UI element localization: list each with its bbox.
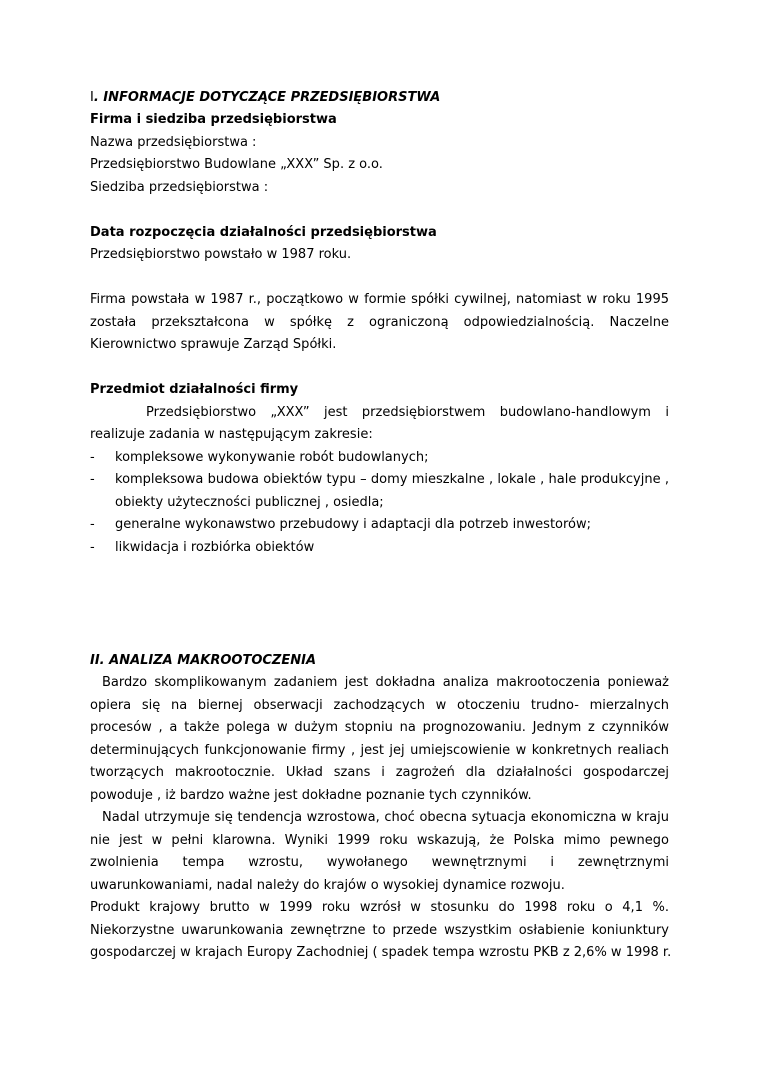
paragraph-3-line-1: Produkt krajowy brutto w 1999 roku wzrósł w stosunku do 1998 roku o 4,1 %.: [90, 900, 669, 915]
section-2-heading: II. ANALIZA MAKROOTOCZENIA: [90, 653, 317, 668]
paragraph-2-line-1: Nadal utrzymuje się tendencja wzrostowa, choć obecna sytuacja ekonomiczna w kraju: [102, 810, 669, 825]
history-line-3: Kierownictwo sprawuje Zarząd Spółki.: [90, 337, 337, 352]
activity-intro-line-1: Przedsiębiorstwo „XXX” jest przedsiębiorstwem budowlano-handlowym i: [146, 405, 669, 420]
start-text: Przedsiębiorstwo powstało w 1987 roku.: [90, 247, 352, 262]
bullet-dash: -: [90, 472, 95, 487]
section-1-heading-number: I: [90, 90, 94, 105]
activity-intro-line-2: realizuje zadania w następującym zakresie:: [90, 427, 373, 442]
name-label: Nazwa przedsiębiorstwa :: [90, 135, 257, 150]
seat-label: Siedziba przedsiębiorstwa :: [90, 180, 269, 195]
bullet-item-4: likwidacja i rozbiórka obiektów: [115, 540, 315, 555]
bullet-dash: -: [90, 540, 95, 555]
paragraph-3-line-3: gospodarczej w krajach Europy Zachodniej ( spadek tempa wzrostu PKB z 2,6% w 1998 r.: [90, 945, 672, 960]
paragraph-1-line-4: determinujących funkcjonowanie firmy , jest jej umiejscowienie w konkretnych realiach: [90, 743, 669, 758]
paragraph-1-line-6: powoduje , iż bardzo ważne jest dokładne poznanie tych czynników.: [90, 788, 532, 803]
section-1-heading-text: . INFORMACJE DOTYCZĄCE PRZEDSIĘBIORSTWA: [93, 90, 441, 105]
name-value: Przedsiębiorstwo Budowlane „XXX” Sp. z o.o.: [90, 157, 383, 172]
bullet-dash: -: [90, 450, 95, 465]
paragraph-1-line-3: procesów , a także polega w dużym stopniu na prognozowaniu. Jednym z czynników: [90, 720, 669, 735]
section-1-heading: [90, 89, 440, 106]
bullet-item-3: generalne wykonawstwo przebudowy i adaptacji dla potrzeb inwestorów;: [115, 517, 592, 532]
paragraph-2-line-2: nie jest w pełni klarowna. Wyniki 1999 roku wskazują, że Polska mimo pewnego: [90, 833, 669, 848]
firm-heading: Firma i siedziba przedsiębiorstwa: [90, 112, 337, 127]
bullet-item-2: kompleksowa budowa obiektów typu – domy mieszkalne , lokale , hale produkcyjne ,: [115, 472, 669, 487]
paragraph-3-line-2: Niekorzystne uwarunkowania zewnętrzne to przede wszystkim osłabienie koniunktury: [90, 923, 669, 938]
history-line-2: została przekształcona w spółkę z ograniczoną odpowiedzialnością. Naczelne: [90, 315, 669, 330]
bullet-dash: -: [90, 517, 95, 532]
bullet-item-1: kompleksowe wykonywanie robót budowlanych;: [115, 450, 429, 465]
bullet-item-2-continued: obiekty użyteczności publicznej , osiedla;: [115, 495, 384, 510]
history-line-1: Firma powstała w 1987 r., początkowo w formie spółki cywilnej, natomiast w roku 1995: [90, 292, 669, 307]
paragraph-1-line-2: opiera się na biernej obserwacji zachodzących w otoczeniu trudno- mierzalnych: [90, 698, 669, 713]
paragraph-1-line-1: Bardzo skomplikowanym zadaniem jest dokładna analiza makrootoczenia ponieważ: [102, 675, 669, 690]
start-heading: Data rozpoczęcia działalności przedsiębiorstwa: [90, 225, 437, 240]
paragraph-1-line-5: tworzących makrootocznie. Układ szans i zagrożeń dla działalności gospodarczej: [90, 765, 669, 780]
activity-heading: Przedmiot działalności firmy: [90, 382, 299, 397]
paragraph-2-line-4: uwarunkowaniami, nadal należy do krajów o wysokiej dynamice rozwoju.: [90, 878, 565, 893]
paragraph-2-line-3: zwolnienia tempa wzrostu, wywołanego wewnętrznymi i zewnętrznymi: [90, 855, 669, 870]
